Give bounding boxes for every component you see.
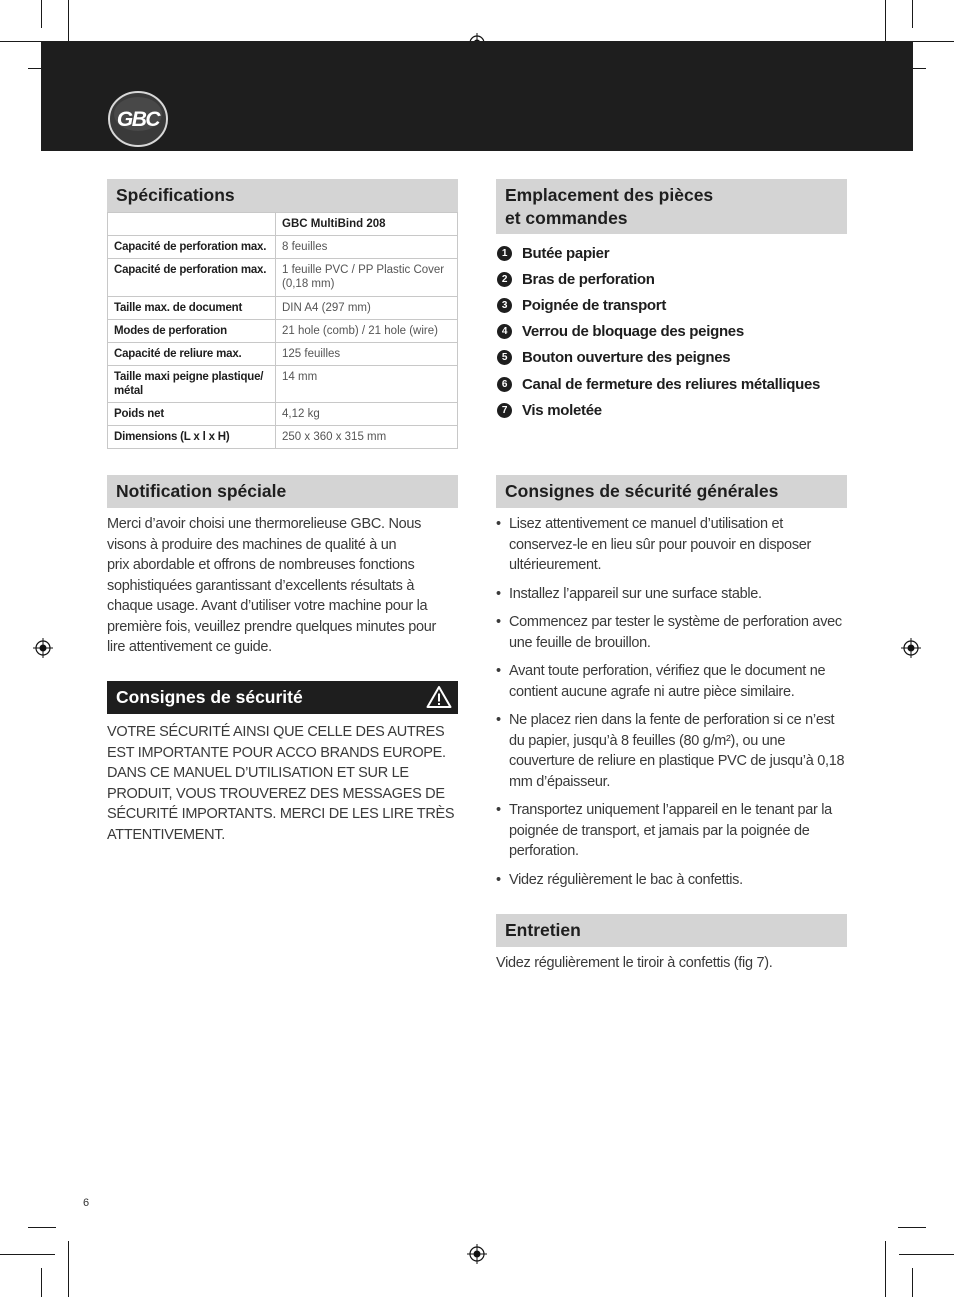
maintenance-title: Entretien bbox=[505, 920, 581, 940]
list-item bbox=[497, 240, 847, 266]
table-row bbox=[108, 343, 458, 366]
list-item: • Commencez par tester le système de perforation avec une feuille de brouillon. bbox=[496, 612, 848, 653]
warning-icon bbox=[426, 685, 452, 709]
number-badge: 4 bbox=[497, 324, 512, 339]
crop-mark bbox=[912, 1268, 913, 1297]
crop-mark bbox=[28, 1227, 56, 1228]
number-badge: 3 bbox=[497, 298, 512, 313]
registration-mark-icon bbox=[467, 1244, 487, 1264]
registration-mark-icon bbox=[33, 638, 53, 658]
table-row bbox=[108, 236, 458, 259]
spec-value: 1 feuille PVC / PP Plastic Cover (0,18 mm) bbox=[276, 259, 458, 297]
list-item: • Transportez uniquement l’appareil en le tenant par la poignée de transport, et jamais par la poignée de perforation. bbox=[496, 800, 848, 862]
crop-mark bbox=[899, 1254, 954, 1255]
crop-mark bbox=[885, 1241, 886, 1297]
notice-heading bbox=[107, 475, 458, 508]
list-item bbox=[497, 345, 847, 371]
table-row bbox=[108, 403, 458, 426]
spec-value: 21 hole (comb) / 21 hole (wire) bbox=[276, 320, 458, 343]
part-label: Verrou de bloquage des peignes bbox=[522, 323, 744, 341]
table-row bbox=[108, 297, 458, 320]
part-label: Bouton ouverture des peignes bbox=[522, 349, 731, 367]
specifications-heading bbox=[107, 179, 458, 212]
part-label: Poignée de transport bbox=[522, 296, 667, 314]
list-item bbox=[497, 397, 847, 423]
spec-value: 8 feuilles bbox=[276, 236, 458, 259]
table-row bbox=[108, 213, 458, 236]
list-item bbox=[497, 371, 847, 397]
list-item bbox=[497, 266, 847, 292]
spec-value: 4,12 kg bbox=[276, 403, 458, 426]
spec-label: Modes de perforation bbox=[108, 320, 276, 343]
table-row bbox=[108, 426, 458, 449]
header-bar bbox=[41, 41, 913, 151]
maintenance-text: Videz régulièrement le tiroir à confettis (fig 7). bbox=[496, 955, 773, 971]
number-badge: 7 bbox=[497, 403, 512, 418]
specifications-title: Spécifications bbox=[116, 185, 235, 205]
general-safety-heading bbox=[496, 475, 847, 508]
svg-text:GBC: GBC bbox=[116, 108, 160, 131]
spec-label: Capacité de perforation max. bbox=[108, 236, 276, 259]
list-item: • Videz régulièrement le bac à confettis. bbox=[496, 870, 848, 891]
table-row bbox=[108, 259, 458, 297]
list-item: • Avant toute perforation, vérifiez que le document ne contient aucune agrafe ni autre pièce similaire. bbox=[496, 661, 848, 702]
spec-label: Taille max. de document bbox=[108, 297, 276, 320]
list-item bbox=[497, 292, 847, 318]
parts-list bbox=[497, 240, 847, 423]
list-item: • Installez l’appareil sur une surface stable. bbox=[496, 584, 848, 605]
spec-value: 125 feuilles bbox=[276, 343, 458, 366]
safety-text: VOTRE SÉCURITÉ AINSI QUE CELLE DES AUTRES EST IMPORTANTE POUR ACCO BRANDS EUROPE. DANS CE MANUEL D’UTILISATION ET SUR LE PRODUIT, VOUS TROUVEREZ DES MESSAGES DE SÉCURITÉ IMPORTANTS. MERCI DE LES LIRE TRÈS ATTENTIVEMENT. bbox=[107, 724, 455, 843]
notice-text: Merci d’avoir choisi une thermorelieuse GBC. Nous visons à produire des machines de qualité à un prix abordable et offrons de nombreuses fonctions sophistiquées garantissant d’excellents résultats à chaque usage. Avant d’utiliser votre machine pour la première fois, veuillez prendre quelques minutes pour lire attentivement ce guide. bbox=[107, 516, 437, 655]
gbc-logo bbox=[107, 90, 169, 148]
number-badge: 5 bbox=[497, 350, 512, 365]
parts-heading bbox=[496, 179, 847, 234]
specifications-table bbox=[107, 212, 458, 449]
table-row bbox=[108, 366, 458, 403]
part-label: Canal de fermeture des reliures métalliques bbox=[522, 375, 821, 393]
part-label: Vis moletée bbox=[522, 401, 602, 419]
spec-label: Dimensions (L x l x H) bbox=[108, 426, 276, 449]
list-item bbox=[497, 319, 847, 345]
crop-mark bbox=[0, 1254, 55, 1255]
general-safety-title: Consignes de sécurité générales bbox=[505, 481, 779, 501]
crop-mark bbox=[898, 1227, 926, 1228]
crop-mark bbox=[41, 0, 42, 28]
registration-mark-icon bbox=[901, 638, 921, 658]
part-label: Bras de perforation bbox=[522, 270, 655, 288]
table-header-model: GBC MultiBind 208 bbox=[276, 213, 458, 236]
spec-label: Capacité de reliure max. bbox=[108, 343, 276, 366]
spec-value: DIN A4 (297 mm) bbox=[276, 297, 458, 320]
spec-label: Capacité de perforation max. bbox=[108, 259, 276, 297]
maintenance-heading bbox=[496, 914, 847, 947]
list-item: • Ne placez rien dans la fente de perforation si ce n’est du papier, jusqu’à 8 feuilles (80 g/m²), ou une couverture de reliure en plastique PVC de jusqu’à 0,18 mm d’épaisseur. bbox=[496, 710, 848, 792]
safety-heading bbox=[107, 681, 458, 714]
crop-mark bbox=[912, 0, 913, 28]
crop-mark bbox=[68, 1241, 69, 1297]
safety-title: Consignes de sécurité bbox=[116, 687, 303, 707]
table-row bbox=[108, 320, 458, 343]
general-safety-list bbox=[496, 514, 848, 898]
notice-title: Notification spéciale bbox=[116, 481, 287, 501]
crop-mark bbox=[41, 1268, 42, 1297]
spec-value: 14 mm bbox=[276, 366, 458, 403]
spec-label: Poids net bbox=[108, 403, 276, 426]
number-badge: 6 bbox=[497, 377, 512, 392]
list-item: • Lisez attentivement ce manuel d’utilisation et conservez-le en lieu sûr pour pouvoir en disposer ultérieurement. bbox=[496, 514, 848, 576]
table-cell bbox=[108, 213, 276, 236]
part-label: Butée papier bbox=[522, 244, 610, 262]
parts-title: Emplacement des pièces et commandes bbox=[505, 185, 714, 228]
number-badge: 2 bbox=[497, 272, 512, 287]
page-number: 6 bbox=[83, 1197, 90, 1209]
spec-label: Taille maxi peigne plastique/ métal bbox=[108, 366, 276, 403]
spec-value: 250 x 360 x 315 mm bbox=[276, 426, 458, 449]
number-badge: 1 bbox=[497, 246, 512, 261]
